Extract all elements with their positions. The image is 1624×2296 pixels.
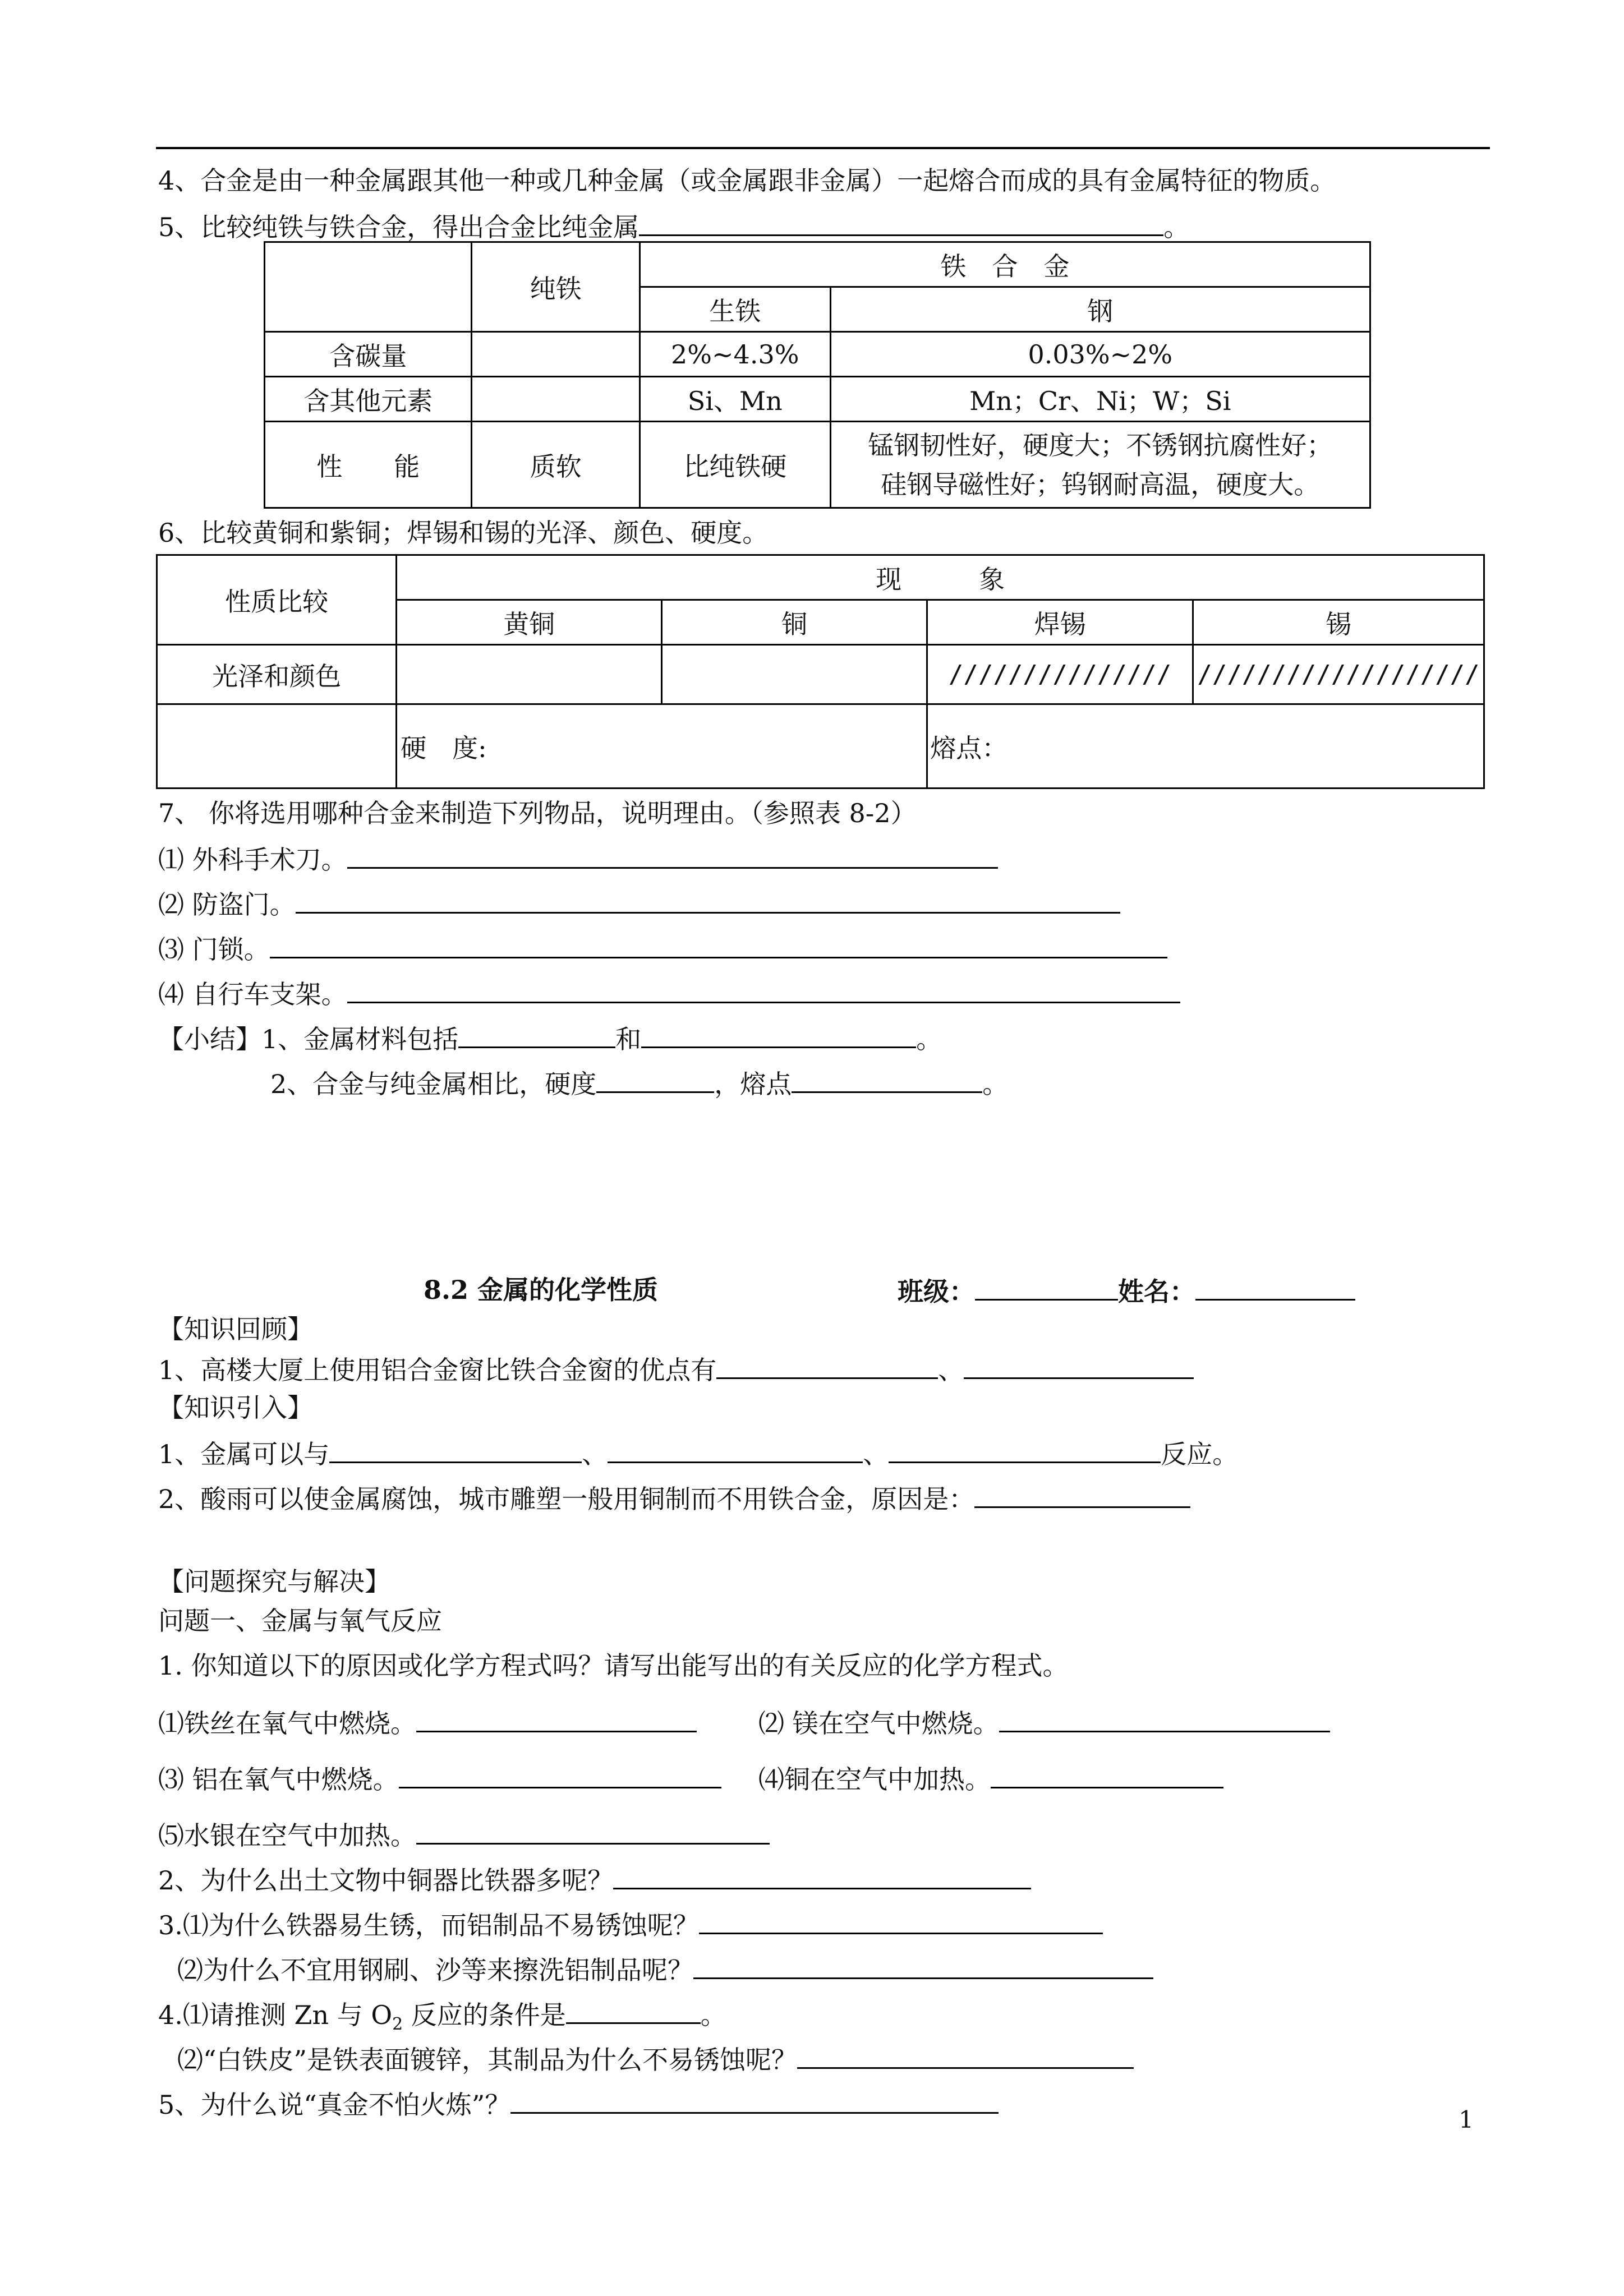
answer-blank[interactable] (596, 1066, 714, 1093)
intro-2: 2、酸雨可以使金属腐蚀，城市雕塑一般用铜制而不用铁合金，原因是： (158, 1481, 1190, 1516)
answer-blank[interactable] (797, 2041, 1134, 2069)
class-field[interactable] (975, 1273, 1118, 1301)
question-p5: 5、为什么说“真金不怕火炼”？ (158, 2086, 999, 2122)
row-label: 光泽和颜色 (157, 645, 397, 704)
question-p4b: ⑵“白铁皮”是铁表面镀锌，其制品为什么不易锈蚀呢？ (177, 2041, 1134, 2077)
summary-2: 2、合金与纯金属相比，硬度 ，熔点 。 (270, 1066, 1008, 1101)
table-header: 钢 (830, 287, 1370, 332)
table-cell: 质软 (472, 422, 640, 508)
equation-3: ⑶ 铝在氧气中燃烧。 (158, 1761, 721, 1796)
equation-2: ⑵ 镁在空气中燃烧。 (758, 1705, 1330, 1740)
hatched-cell: /////////////////// (1193, 645, 1484, 704)
answer-blank[interactable] (693, 1952, 1153, 1979)
table-header: 生铁 (640, 287, 830, 332)
item-4: 4、合金是由一种金属跟其他一种或几种金属（或金属跟非金属）一起熔合而成的具有金属特征的物质。 (158, 165, 1336, 196)
answer-blank[interactable] (699, 1907, 1103, 1934)
answer-blank[interactable] (347, 841, 998, 869)
intro-1: 1、金属可以与 、 、 反应。 (158, 1436, 1238, 1471)
answer-blank[interactable] (347, 976, 1180, 1003)
question-1: ⑴ 外科手术刀。 (158, 841, 998, 877)
hardness-cell[interactable]: 硬 度: (397, 704, 927, 789)
item-5: 5、比较纯铁与铁合金，得出合金比纯金属 。 (158, 209, 1189, 244)
name-field[interactable] (1195, 1273, 1355, 1301)
table-cell: 0.03%~2% (830, 332, 1370, 377)
table-cell[interactable] (662, 645, 927, 704)
problem-1-heading: 问题一、金属与氧气反应 (158, 1606, 442, 1636)
blank[interactable] (639, 209, 1163, 236)
question-p2: 2、为什么出土文物中铜器比铁器多呢？ (158, 1862, 1031, 1897)
answer-blank[interactable] (641, 1021, 916, 1048)
table-header: 性质比较 (157, 555, 397, 645)
table-cell (157, 704, 397, 789)
answer-blank[interactable] (974, 1481, 1190, 1508)
table-header: 黄铜 (397, 600, 662, 645)
answer-blank[interactable] (458, 1021, 615, 1048)
answer-blank[interactable] (399, 1761, 721, 1788)
section-title: 8.2 金属的化学性质 (424, 1275, 659, 1305)
intro-heading: 【知识引入】 (158, 1393, 313, 1423)
answer-blank[interactable] (510, 2086, 999, 2114)
table-cell: 锰钢韧性好，硬度大；不锈钢抗腐性好； 硅钢导磁性好；钨钢耐高温，硬度大。 (830, 422, 1370, 508)
iron-alloy-table (264, 241, 1371, 509)
question-2: ⑵ 防盗门。 (158, 886, 1120, 921)
table-header: 铜 (662, 600, 927, 645)
answer-blank[interactable] (889, 1436, 1161, 1463)
question-3: ⑶ 门锁。 (158, 931, 1167, 966)
answer-blank[interactable] (608, 1436, 863, 1463)
table-cell (265, 242, 472, 332)
table-cell: 2%~4.3% (640, 332, 830, 377)
row-label: 性 能 (265, 422, 472, 508)
table-cell: Si、Mn (640, 377, 830, 422)
question-p3a: 3.⑴为什么铁器易生锈，而铝制品不易锈蚀呢？ (158, 1907, 1103, 1942)
explore-heading: 【问题探究与解决】 (158, 1566, 390, 1597)
table-cell: Mn；Cr、Ni；W；Si (830, 377, 1370, 422)
answer-blank[interactable] (613, 1862, 1031, 1889)
question-4: ⑷ 自行车支架。 (158, 976, 1180, 1011)
answer-blank[interactable] (329, 1436, 582, 1463)
answer-blank[interactable] (416, 1705, 697, 1732)
answer-blank[interactable] (566, 1997, 701, 2024)
answer-blank[interactable] (991, 1761, 1223, 1788)
table-cell[interactable] (472, 332, 640, 377)
question-p4a: 4.⑴请推测 Zn 与 $O_2$ 反应的条件是 。 (158, 1997, 726, 2041)
page-number: 1 (1459, 2106, 1474, 2133)
answer-blank[interactable] (792, 1066, 982, 1093)
comparison-table (156, 554, 1485, 789)
table-header: 铁 合 金 (640, 242, 1370, 287)
table-cell[interactable] (472, 377, 640, 422)
melting-cell[interactable]: 熔点： (927, 704, 1484, 789)
table-header: 现 象 (397, 555, 1484, 600)
answer-blank[interactable] (999, 1705, 1330, 1732)
table-header: 锡 (1193, 600, 1484, 645)
item-7: 7、 你将选用哪种合金来制造下列物品，说明理由。（参照表 8-2） (158, 798, 917, 828)
hatched-cell: /////////////// (927, 645, 1193, 704)
row-label: 含其他元素 (265, 377, 472, 422)
table-header: 焊锡 (927, 600, 1193, 645)
review-heading: 【知识回顾】 (158, 1314, 313, 1344)
answer-blank[interactable] (270, 931, 1167, 958)
class-name-fields: 班级： 姓名： (898, 1273, 1355, 1308)
question-p3b: ⑵为什么不宜用钢刷、沙等来擦洗铝制品呢？ (177, 1952, 1153, 1987)
header-rule (156, 147, 1490, 149)
answer-blank[interactable] (716, 1352, 938, 1379)
equation-4: ⑷铜在空气中加热。 (758, 1761, 1223, 1796)
summary-1: 【小结】1、金属材料包括 和 。 (158, 1021, 942, 1056)
table-header: 纯铁 (472, 242, 640, 332)
answer-blank[interactable] (964, 1352, 1194, 1379)
table-cell: 比纯铁硬 (640, 422, 830, 508)
equation-1: ⑴铁丝在氧气中燃烧。 (158, 1705, 697, 1740)
item-6: 6、比较黄铜和紫铜；焊锡和锡的光泽、颜色、硬度。 (158, 518, 769, 548)
review-1: 1、高楼大厦上使用铝合金窗比铁合金窗的优点有 、 (158, 1352, 1194, 1387)
problem-1-prompt: 1. 你知道以下的原因或化学方程式吗？请写出能写出的有关反应的化学方程式。 (158, 1650, 1069, 1681)
table-cell[interactable] (397, 645, 662, 704)
equation-5: ⑸水银在空气中加热。 (158, 1817, 770, 1852)
answer-blank[interactable] (296, 886, 1120, 914)
row-label: 含碳量 (265, 332, 472, 377)
answer-blank[interactable] (416, 1817, 770, 1845)
